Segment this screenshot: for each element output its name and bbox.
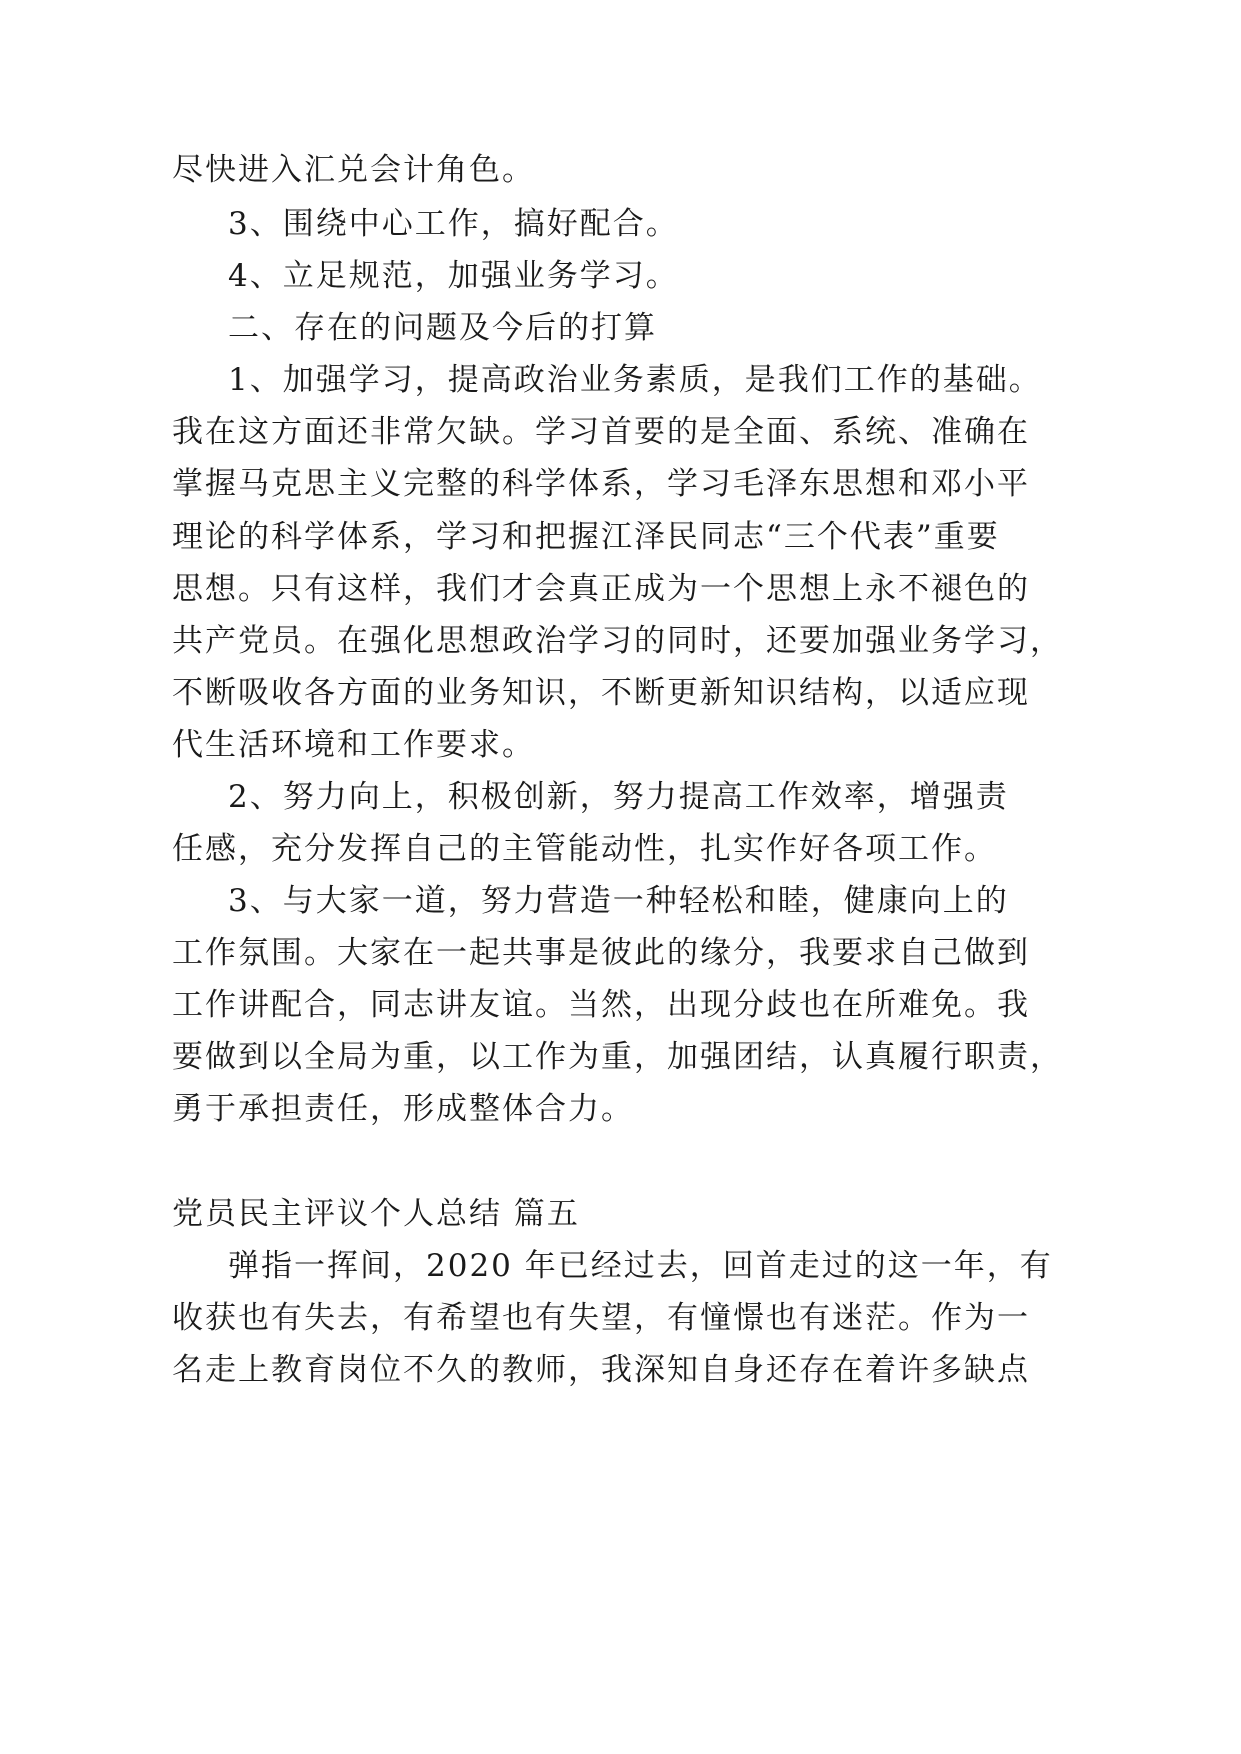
paragraph-line: 不断吸收各方面的业务知识，不断更新知识结构，以适应现 <box>172 675 1030 711</box>
paragraph-line: 尽快进入汇兑会计角色。 <box>172 152 535 188</box>
paragraph-line: 收获也有失去，有希望也有失望，有憧憬也有迷茫。作为一 <box>172 1300 1030 1336</box>
paragraph-line: 任感，充分发挥自己的主管能动性，扎实作好各项工作。 <box>172 831 997 867</box>
paragraph-line: 勇于承担责任，形成整体合力。 <box>172 1091 634 1127</box>
paragraph-line: 4、立足规范，加强业务学习。 <box>228 258 679 294</box>
paragraph-line: 3、围绕中心工作，搞好配合。 <box>228 206 679 242</box>
paragraph-line: 1、加强学习，提高政治业务素质，是我们工作的基础。 <box>228 362 1042 398</box>
paragraph-line: 弹指一挥间，2020 年已经过去，回首走过的这一年，有 <box>228 1248 1053 1284</box>
paragraph-line: 代生活环境和工作要求。 <box>172 727 535 763</box>
section-title: 党员民主评议个人总结 篇五 <box>172 1196 580 1232</box>
paragraph-line: 掌握马克思主义完整的科学体系，学习毛泽东思想和邓小平 <box>172 466 1030 502</box>
paragraph-line: 理论的科学体系，学习和把握江泽民同志“三个代表”重要 <box>172 519 1000 555</box>
paragraph-line: 要做到以全局为重，以工作为重，加强团结，认真履行职责， <box>172 1039 1063 1075</box>
paragraph-line: 共产党员。在强化思想政治学习的同时，还要加强业务学习， <box>172 623 1063 659</box>
section-heading: 二、存在的问题及今后的打算 <box>228 310 657 346</box>
paragraph-line: 工作讲配合，同志讲友谊。当然，出现分歧也在所难免。我 <box>172 987 1030 1023</box>
paragraph-line: 名走上教育岗位不久的教师，我深知自身还存在着许多缺点 <box>172 1352 1030 1388</box>
paragraph-line: 思想。只有这样，我们才会真正成为一个思想上永不褪色的 <box>172 571 1030 607</box>
paragraph-line: 工作氛围。大家在一起共事是彼此的缘分，我要求自己做到 <box>172 935 1030 971</box>
paragraph-line: 2、努力向上，积极创新，努力提高工作效率，增强责 <box>228 779 1009 815</box>
paragraph-line: 我在这方面还非常欠缺。学习首要的是全面、系统、准确在 <box>172 414 1030 450</box>
paragraph-line: 3、与大家一道，努力营造一种轻松和睦，健康向上的 <box>228 883 1009 919</box>
